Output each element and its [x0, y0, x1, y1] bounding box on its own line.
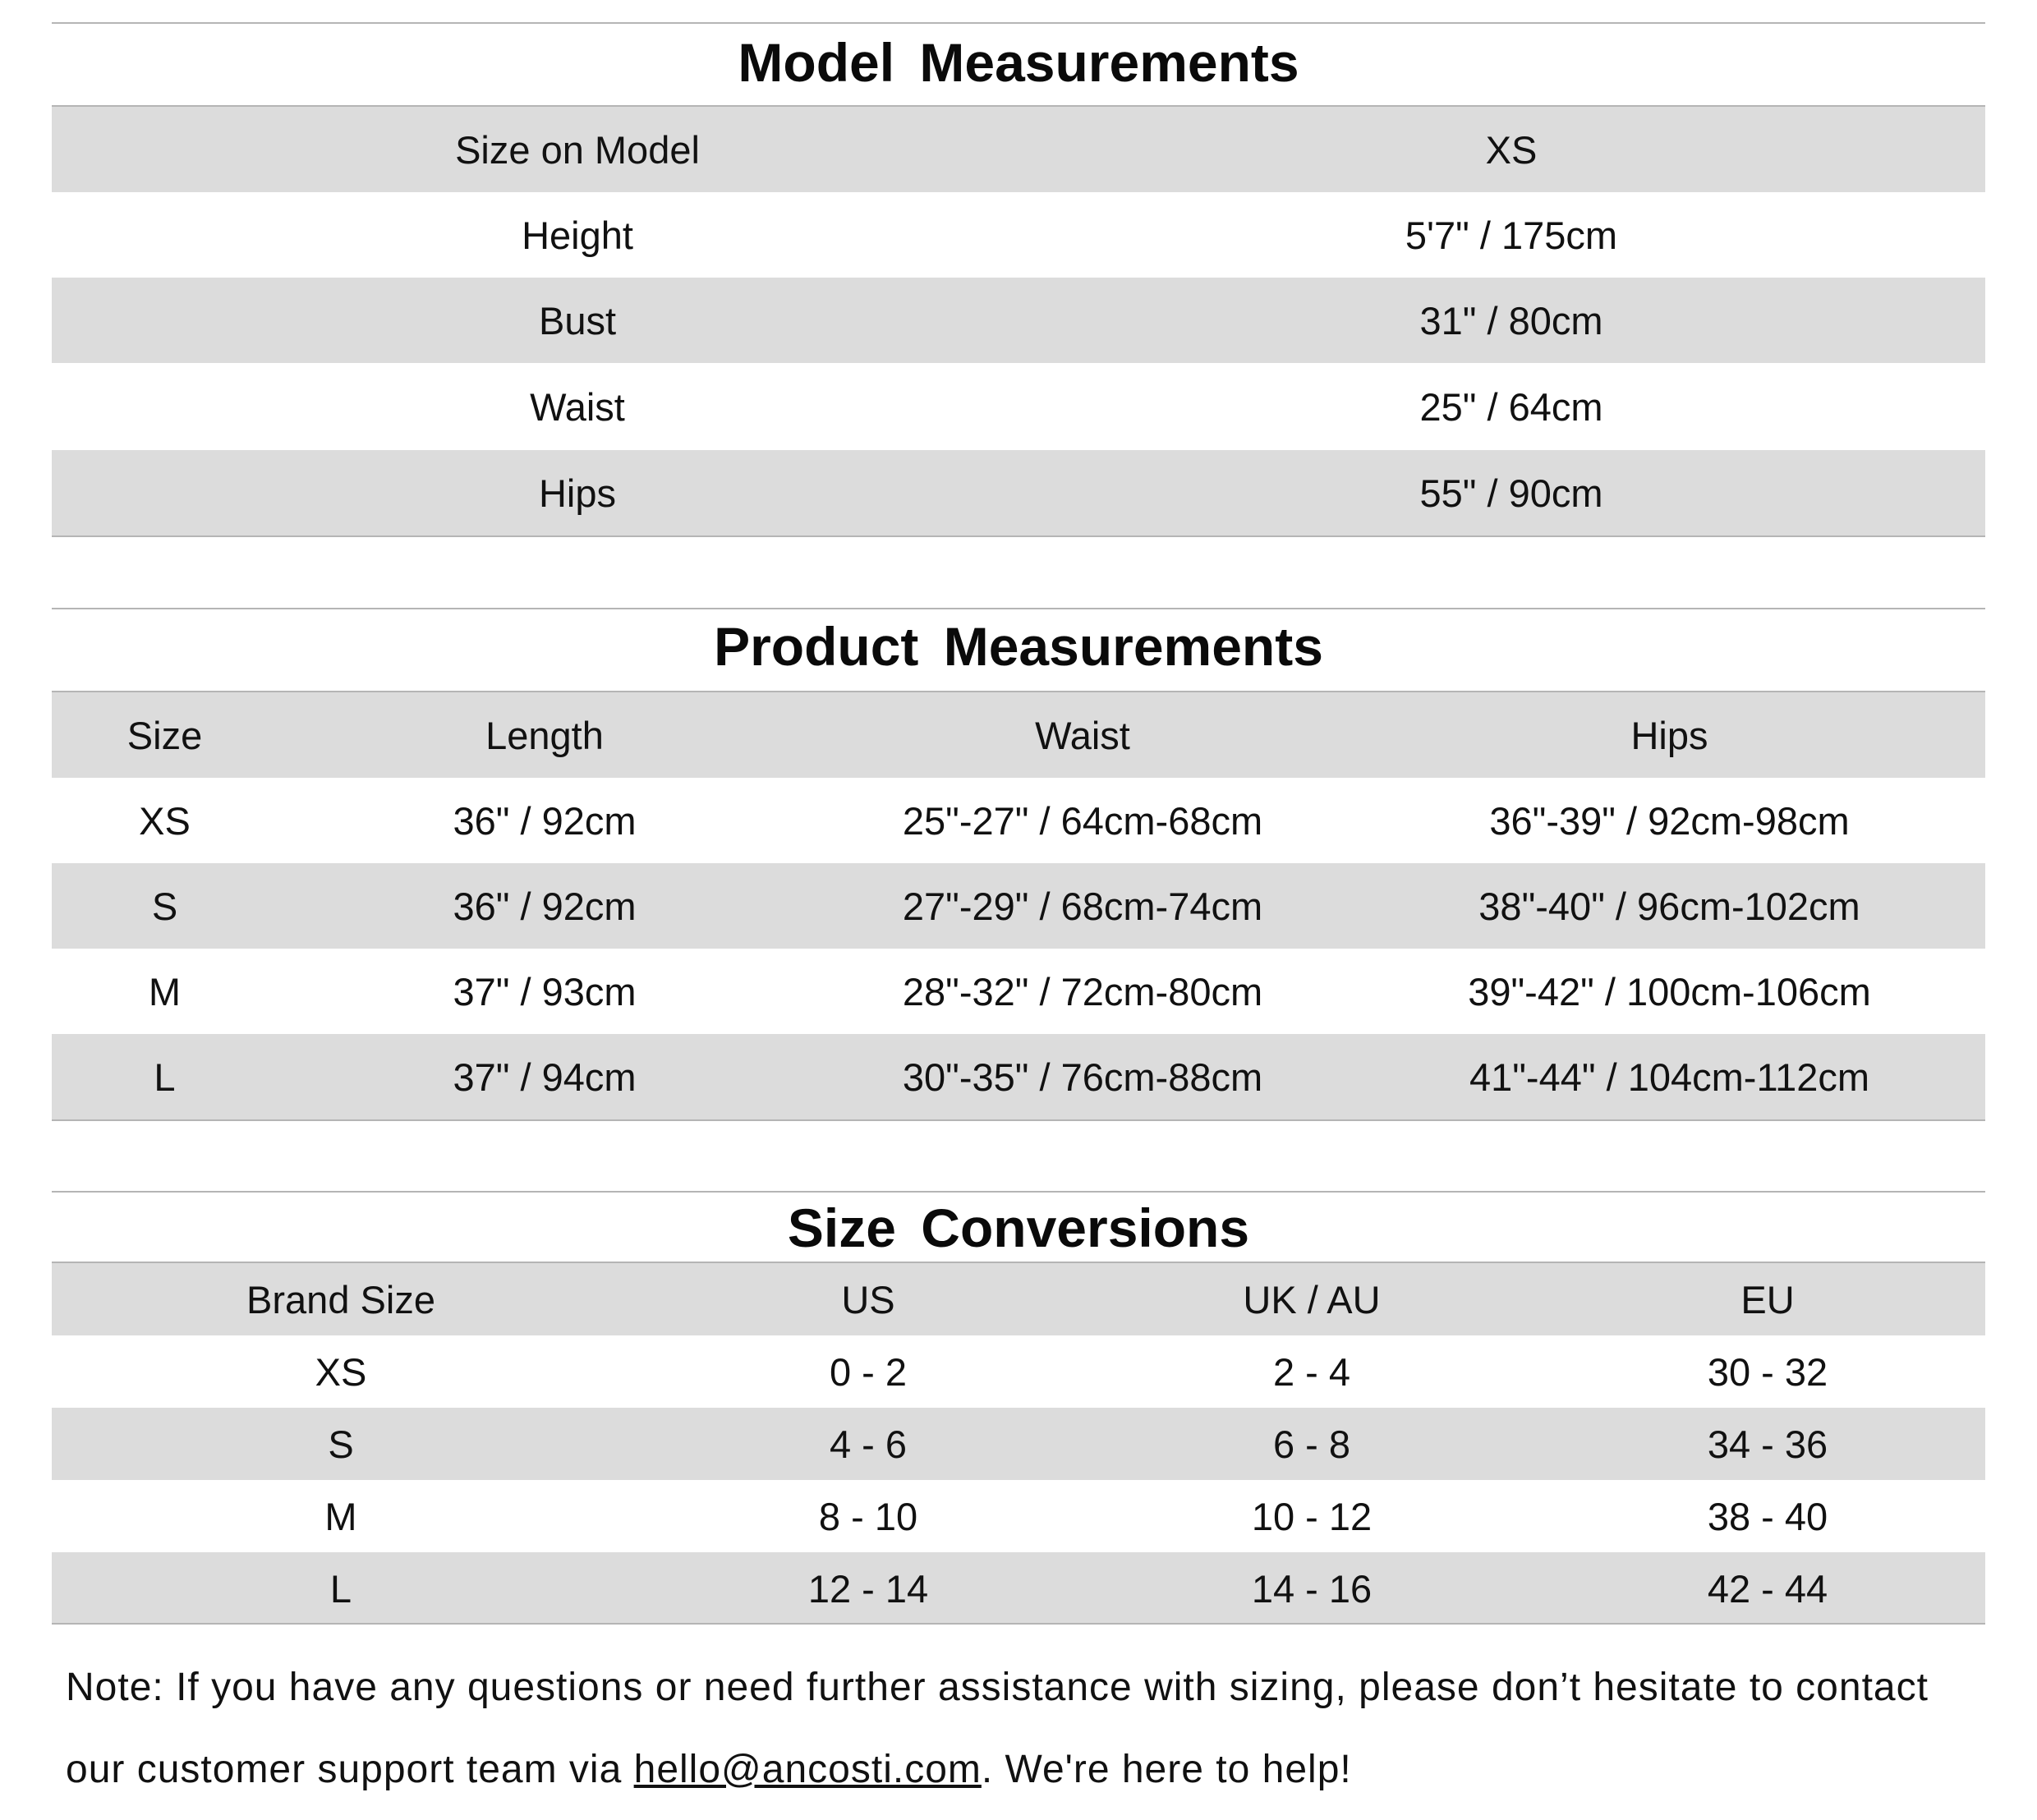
table-row — [52, 192, 1985, 278]
length-cell: 37" / 93cm — [453, 969, 637, 1013]
brand-size-cell: L — [329, 1566, 352, 1611]
waist-cell: 25"-27" / 64cm-68cm — [902, 798, 1263, 843]
model-value: 31" / 80cm — [1419, 298, 1603, 342]
product-measurements-title: Product Measurements — [714, 616, 1323, 677]
table-row — [52, 1552, 1985, 1625]
sizing-note — [66, 1647, 2021, 1811]
size-cell: L — [154, 1055, 176, 1099]
top-divider — [52, 22, 1985, 24]
size-cell: S — [151, 884, 178, 928]
bottom-divider — [52, 1119, 1985, 1121]
note-line-2 — [66, 1729, 2021, 1811]
us-cell: 4 - 6 — [829, 1422, 908, 1466]
waist-cell: 27"-29" / 68cm-74cm — [902, 884, 1263, 928]
length-cell: 36" / 92cm — [453, 884, 637, 928]
column-header-eu: EU — [1740, 1277, 1795, 1321]
note-line-1: Note: If you have any questions or need further assistance with sizing, please don’t hesitate to contact — [66, 1666, 1929, 1709]
column-header-us: US — [841, 1277, 895, 1321]
hips-cell: 41"-44" / 104cm-112cm — [1469, 1055, 1870, 1099]
bottom-divider — [52, 1623, 1985, 1625]
waist-cell: 28"-32" / 72cm-80cm — [902, 969, 1263, 1013]
top-divider — [52, 1191, 1985, 1193]
model-value: 25" / 64cm — [1419, 384, 1603, 429]
brand-size-cell: XS — [315, 1349, 367, 1394]
length-cell: 37" / 94cm — [453, 1055, 637, 1099]
length-cell: 36" / 92cm — [453, 798, 637, 843]
eu-cell: 42 - 44 — [1707, 1566, 1828, 1611]
size-conversions-title: Size Conversions — [787, 1197, 1250, 1258]
table-row — [52, 949, 1985, 1034]
model-value: 5'7" / 175cm — [1405, 213, 1618, 257]
model-label: Bust — [538, 298, 617, 342]
us-cell: 0 - 2 — [829, 1349, 908, 1394]
model-label: Waist — [530, 384, 625, 429]
hips-cell: 36"-39" / 92cm-98cm — [1489, 798, 1850, 843]
model-label: Size on Model — [455, 127, 700, 172]
note-line-2-prefix: our customer support team via — [66, 1748, 634, 1791]
model-label: Hips — [538, 471, 617, 515]
top-divider — [52, 608, 1985, 609]
eu-cell: 38 - 40 — [1707, 1494, 1828, 1538]
uk-au-cell: 14 - 16 — [1251, 1566, 1373, 1611]
uk-au-cell: 2 - 4 — [1272, 1349, 1351, 1394]
uk-au-cell: 10 - 12 — [1251, 1494, 1373, 1538]
column-header-length: Length — [485, 713, 604, 757]
size-cell: M — [148, 969, 182, 1013]
brand-size-cell: M — [324, 1494, 357, 1538]
model-measurements-section — [52, 0, 1985, 542]
column-header-waist: Waist — [1035, 713, 1130, 757]
model-value: XS — [1485, 127, 1538, 172]
hips-cell: 39"-42" / 100cm-106cm — [1468, 969, 1871, 1013]
eu-cell: 34 - 36 — [1707, 1422, 1828, 1466]
uk-au-cell: 6 - 8 — [1272, 1422, 1351, 1466]
note-line-2-suffix: . We're here to help! — [981, 1748, 1352, 1791]
table-header-row — [52, 692, 1985, 778]
model-value: 55" / 90cm — [1419, 471, 1603, 515]
column-header-brand-size: Brand Size — [246, 1277, 435, 1321]
table-row — [52, 1480, 1985, 1552]
table-row — [52, 778, 1985, 863]
size-conversions-section — [52, 1187, 1985, 1622]
waist-cell: 30"-35" / 76cm-88cm — [902, 1055, 1263, 1099]
us-cell: 8 - 10 — [818, 1494, 918, 1538]
hips-cell: 38"-40" / 96cm-102cm — [1478, 884, 1860, 928]
table-row — [52, 1408, 1985, 1480]
support-email-link[interactable]: hello@ancosti.com — [633, 1748, 982, 1791]
table-row — [52, 863, 1985, 949]
size-cell: XS — [139, 798, 191, 843]
table-header-row — [52, 1263, 1985, 1335]
bottom-divider — [52, 535, 1985, 537]
model-measurements-title: Model Measurements — [738, 32, 1299, 93]
eu-cell: 30 - 32 — [1707, 1349, 1828, 1394]
column-header-hips: Hips — [1630, 713, 1708, 757]
product-measurements-section — [52, 604, 1985, 1121]
table-row — [52, 1034, 1985, 1119]
us-cell: 12 - 14 — [807, 1566, 929, 1611]
table-row — [52, 107, 1985, 192]
column-header-uk-au: UK / AU — [1243, 1277, 1381, 1321]
brand-size-cell: S — [328, 1422, 354, 1466]
table-row — [52, 363, 1985, 450]
model-label: Height — [522, 213, 633, 257]
column-header-size: Size — [126, 713, 203, 757]
table-row — [52, 1335, 1985, 1408]
table-row — [52, 450, 1985, 535]
table-row — [52, 278, 1985, 363]
